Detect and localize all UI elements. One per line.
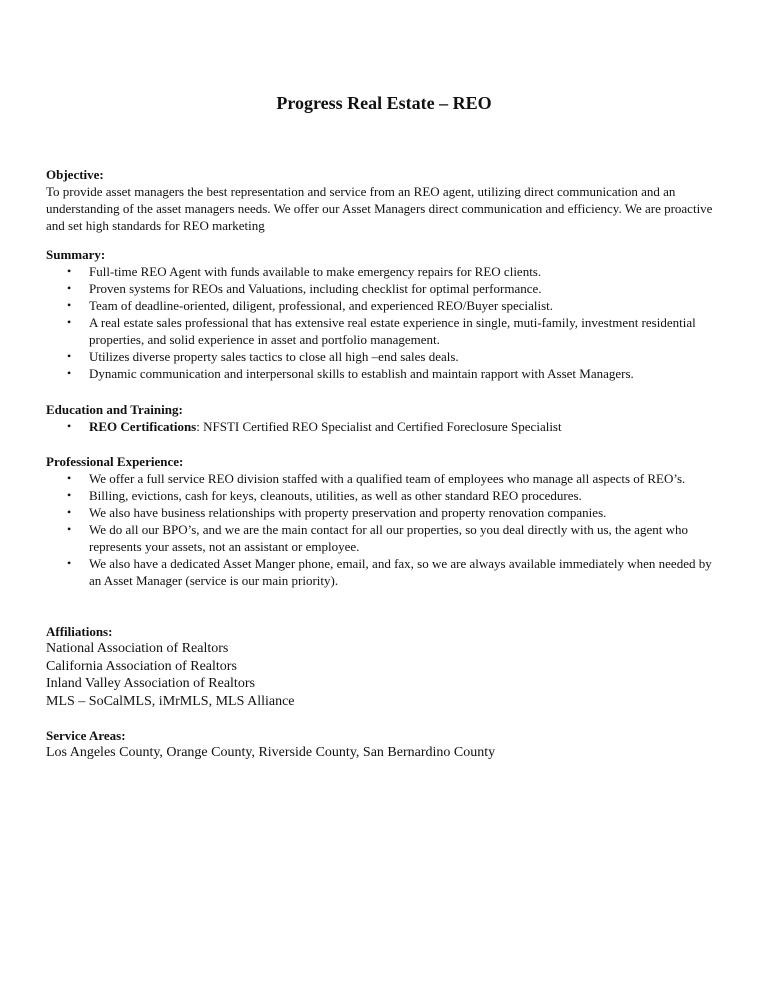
summary-list — [46, 263, 726, 382]
bullet-icon: • — [67, 349, 72, 363]
affiliation-item: National Association of Realtors — [46, 641, 229, 656]
objective-text: To provide asset managers the best representation and service from an REO agent, utilizing direct communication and an understanding of the asset managers needs. We offer our Asset Managers direct communication and efficiency. We are proactive and set high standards for REO marketing — [46, 184, 713, 233]
list-item: • We also have business relationships with property preservation and property renovation companies. — [67, 505, 607, 520]
affiliation-item: MLS – SoCalMLS, iMrMLS, MLS Alliance — [46, 693, 295, 709]
bullet-icon: • — [67, 505, 72, 519]
education-heading: Education and Training: — [46, 402, 183, 417]
service-areas-text: Los Angeles County, Orange County, Riverside County, San Bernardino County — [46, 745, 496, 760]
bullet-icon: • — [67, 471, 72, 485]
bullet-icon: • — [67, 315, 72, 329]
bullet-icon: • — [67, 522, 72, 536]
objective-section — [46, 166, 726, 234]
list-item: • Utilizes diverse property sales tactics to close all high –end sales deals. — [67, 349, 459, 364]
list-item: • We also have a dedicated Asset Manger phone, email, and fax, so we are always available immediately when needed by an Asset Manager (service is our main priority). — [67, 556, 712, 588]
list-item: • Team of deadline-oriented, diligent, professional, and experienced REO/Buyer specialist. — [67, 298, 554, 313]
affiliations-heading: Affiliations: — [46, 624, 113, 639]
list-item — [46, 418, 726, 435]
service-areas-heading: Service Areas: — [46, 728, 126, 743]
affiliations-section — [46, 623, 726, 710]
bullet-icon: • — [67, 281, 72, 295]
education-section — [46, 401, 726, 435]
objective-heading: Objective: — [46, 167, 104, 182]
list-item: • We offer a full service REO division staffed with a qualified team of employees who manage all aspects of REO’s. — [67, 471, 686, 486]
experience-section — [46, 453, 726, 589]
list-item: • Billing, evictions, cash for keys, cleanouts, utilities, as well as other standard REO procedures. — [67, 488, 582, 503]
bullet-icon: • — [67, 488, 72, 502]
experience-list — [46, 470, 726, 589]
experience-heading: Professional Experience: — [46, 454, 184, 469]
bullet-icon: • — [67, 556, 72, 570]
bullet-icon: • — [67, 264, 72, 278]
bullet-icon: • — [67, 298, 72, 312]
list-item: • Proven systems for REOs and Valuations, including checklist for optimal performance. — [67, 281, 542, 296]
list-item: • A real estate sales professional that has extensive real estate experience in single, muti-family, investment residential properties, and solid experience in asset and portfolio management. — [67, 315, 696, 347]
certification-label: REO Certifications — [89, 419, 197, 434]
certification-text: : NFSTI Certified REO Specialist and Certified Foreclosure Specialist — [196, 419, 562, 434]
bullet-icon: • — [67, 366, 72, 380]
summary-heading: Summary: — [46, 247, 106, 262]
list-item: • Full-time REO Agent with funds available to make emergency repairs for REO clients. — [67, 264, 542, 279]
page-title: Progress Real Estate – REO — [276, 93, 492, 113]
service-areas-section — [46, 727, 726, 762]
bullet-icon: • — [67, 419, 72, 433]
education-list — [46, 418, 726, 435]
list-item: • Dynamic communication and interpersonal skills to establish and maintain rapport with Asset Managers. — [67, 366, 634, 381]
affiliation-item: California Association of Realtors — [46, 658, 237, 674]
list-item: • We do all our BPO’s, and we are the main contact for all our properties, so you deal directly with us, the agent who represents your assets, not an assistant or employee. — [67, 522, 688, 554]
affiliation-item: Inland Valley Association of Realtors — [46, 676, 255, 692]
summary-section — [46, 246, 726, 382]
